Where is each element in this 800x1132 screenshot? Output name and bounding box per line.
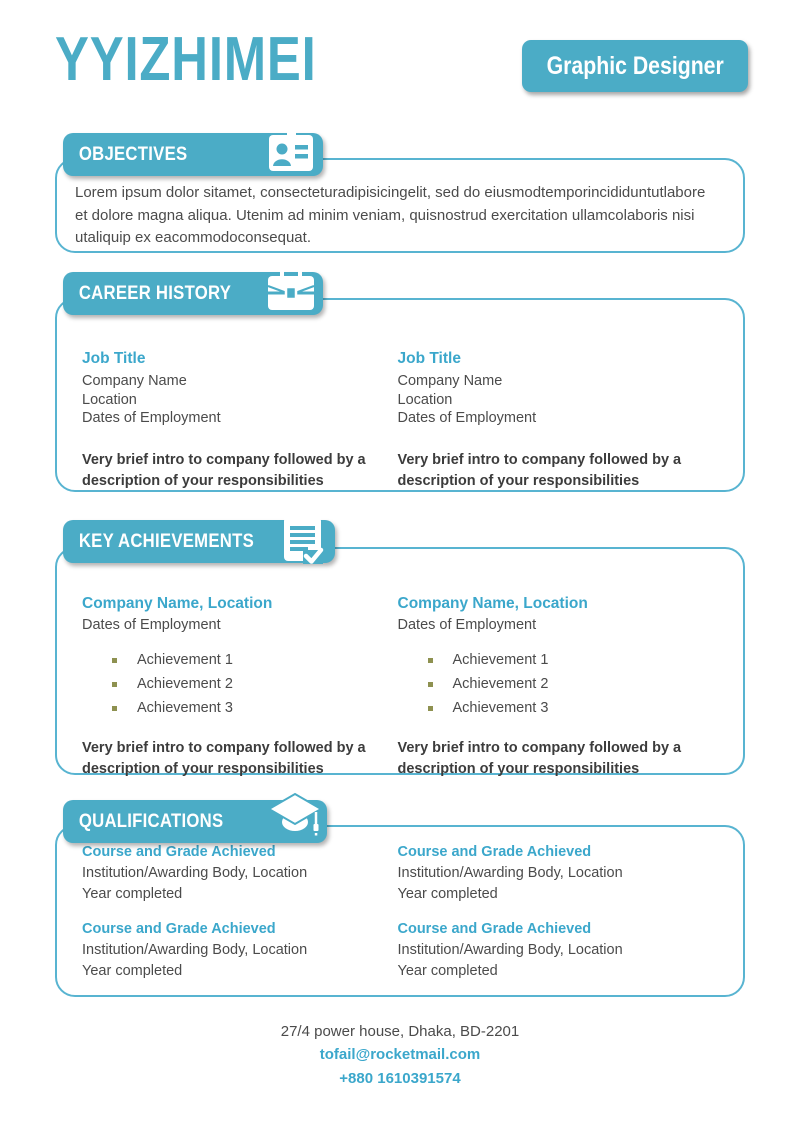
qualification-entry bbox=[398, 844, 694, 905]
qualifications-title: QUALIFICATIONS bbox=[78, 810, 224, 832]
page-title: YYIZHIMEI bbox=[55, 25, 317, 94]
job-dates: Dates of Employment bbox=[397, 410, 537, 427]
achievement-item bbox=[428, 651, 694, 670]
bullet-square-icon bbox=[112, 682, 117, 687]
job-title: Job Title bbox=[82, 350, 146, 367]
job-intro: Very brief intro to company followed by a description of your responsibilities bbox=[82, 451, 366, 489]
key-achievements-box bbox=[55, 547, 745, 775]
achievement-dates: Dates of Employment bbox=[82, 617, 221, 633]
qualifications-box bbox=[55, 825, 745, 997]
achievement-item bbox=[428, 699, 694, 718]
bullet-square-icon bbox=[112, 658, 117, 663]
contact-footer bbox=[0, 1020, 800, 1090]
role-badge bbox=[522, 40, 748, 92]
id-card-icon bbox=[265, 123, 317, 181]
qualification-course: Course and Grade Achieved bbox=[82, 844, 276, 860]
achievement-intro: Very brief intro to company followed by a description of your responsibilities bbox=[397, 739, 682, 777]
qualification-year: Year completed bbox=[82, 963, 183, 980]
bullet-square-icon bbox=[112, 706, 117, 711]
achievement-item bbox=[428, 675, 694, 694]
section-career-history bbox=[55, 282, 745, 492]
role-badge-label: Graphic Designer bbox=[546, 51, 724, 80]
section-key-achievements bbox=[55, 530, 745, 777]
qualification-course: Course and Grade Achieved bbox=[82, 921, 276, 938]
qualification-institution: Institution/Awarding Body, Location bbox=[82, 865, 308, 881]
job-company: Company Name bbox=[82, 373, 187, 389]
contact-email: tofail@rocketmail.com bbox=[319, 1046, 481, 1064]
job-intro: Very brief intro to company followed by a description of your responsibilities bbox=[397, 451, 682, 489]
achievement-text: Achievement 3 bbox=[137, 699, 233, 716]
qualification-course: Course and Grade Achieved bbox=[397, 921, 592, 938]
achievement-text: Achievement 1 bbox=[452, 652, 549, 668]
achievement-item bbox=[112, 699, 378, 718]
qualification-institution: Institution/Awarding Body, Location bbox=[397, 942, 623, 959]
achievement-item bbox=[112, 651, 378, 670]
job-location: Location bbox=[397, 391, 453, 408]
job-company: Company Name bbox=[397, 373, 503, 389]
objectives-header-badge bbox=[63, 133, 323, 176]
qualification-institution: Institution/Awarding Body, Location bbox=[397, 865, 623, 881]
bullet-square-icon bbox=[428, 706, 433, 711]
career-history-box bbox=[55, 298, 745, 492]
key-achievements-header-badge bbox=[63, 520, 335, 563]
qualification-entry bbox=[82, 921, 378, 982]
qualification-institution: Institution/Awarding Body, Location bbox=[82, 942, 308, 959]
achievement-company: Company Name, Location bbox=[397, 595, 588, 612]
objectives-title: OBJECTIVES bbox=[78, 143, 188, 165]
qualification-year: Year completed bbox=[82, 886, 183, 903]
achievement-text: Achievement 1 bbox=[137, 652, 233, 668]
qualification-column bbox=[82, 844, 398, 998]
contact-address: 27/4 power house, Dhaka, BD-2201 bbox=[280, 1023, 520, 1040]
achievement-item bbox=[112, 675, 378, 694]
qualification-entry bbox=[82, 844, 378, 905]
job-location: Location bbox=[82, 391, 137, 408]
qualification-year: Year completed bbox=[397, 963, 498, 980]
key-achievements-title: KEY ACHIEVEMENTS bbox=[78, 530, 255, 552]
qualifications-header-badge bbox=[63, 800, 327, 843]
achievement-entry bbox=[398, 595, 714, 780]
bullet-square-icon bbox=[428, 682, 433, 687]
contact-phone: +880 1610391574 bbox=[339, 1069, 461, 1087]
achievement-list bbox=[112, 651, 378, 718]
qualification-year: Year completed bbox=[397, 886, 498, 903]
clipboard-check-icon bbox=[277, 510, 329, 568]
qualification-column bbox=[398, 844, 714, 998]
qualification-course: Course and Grade Achieved bbox=[397, 844, 592, 860]
achievement-list bbox=[428, 651, 694, 718]
achievement-text: Achievement 3 bbox=[452, 699, 549, 716]
qualification-entry bbox=[398, 921, 694, 982]
bullet-square-icon bbox=[428, 658, 433, 663]
job-dates: Dates of Employment bbox=[82, 410, 221, 427]
section-qualifications bbox=[55, 810, 745, 997]
career-history-title: CAREER HISTORY bbox=[78, 282, 232, 304]
job-title: Job Title bbox=[397, 350, 461, 367]
achievement-entry bbox=[82, 595, 398, 780]
briefcase-icon bbox=[265, 262, 317, 320]
job-entry bbox=[398, 350, 714, 492]
job-entry bbox=[82, 350, 398, 492]
achievement-dates: Dates of Employment bbox=[397, 617, 537, 633]
achievement-intro: Very brief intro to company followed by a description of your responsibilities bbox=[82, 739, 366, 777]
graduation-cap-icon bbox=[269, 790, 321, 848]
achievement-text: Achievement 2 bbox=[137, 675, 233, 692]
career-history-header-badge bbox=[63, 272, 323, 315]
achievement-company: Company Name, Location bbox=[82, 595, 273, 612]
section-objectives bbox=[55, 143, 745, 253]
achievement-text: Achievement 2 bbox=[452, 675, 549, 692]
objectives-text: Lorem ipsum dolor sitamet, consecteturadipisicingelit, sed do eiusmodtemporincididuntutlabore et dolore magna aliqua. Utenim ad minim veniam, quisnostrud exercitation ullamcolaboris nisi utaliquip ex eacommodoconsequat. bbox=[75, 184, 706, 246]
